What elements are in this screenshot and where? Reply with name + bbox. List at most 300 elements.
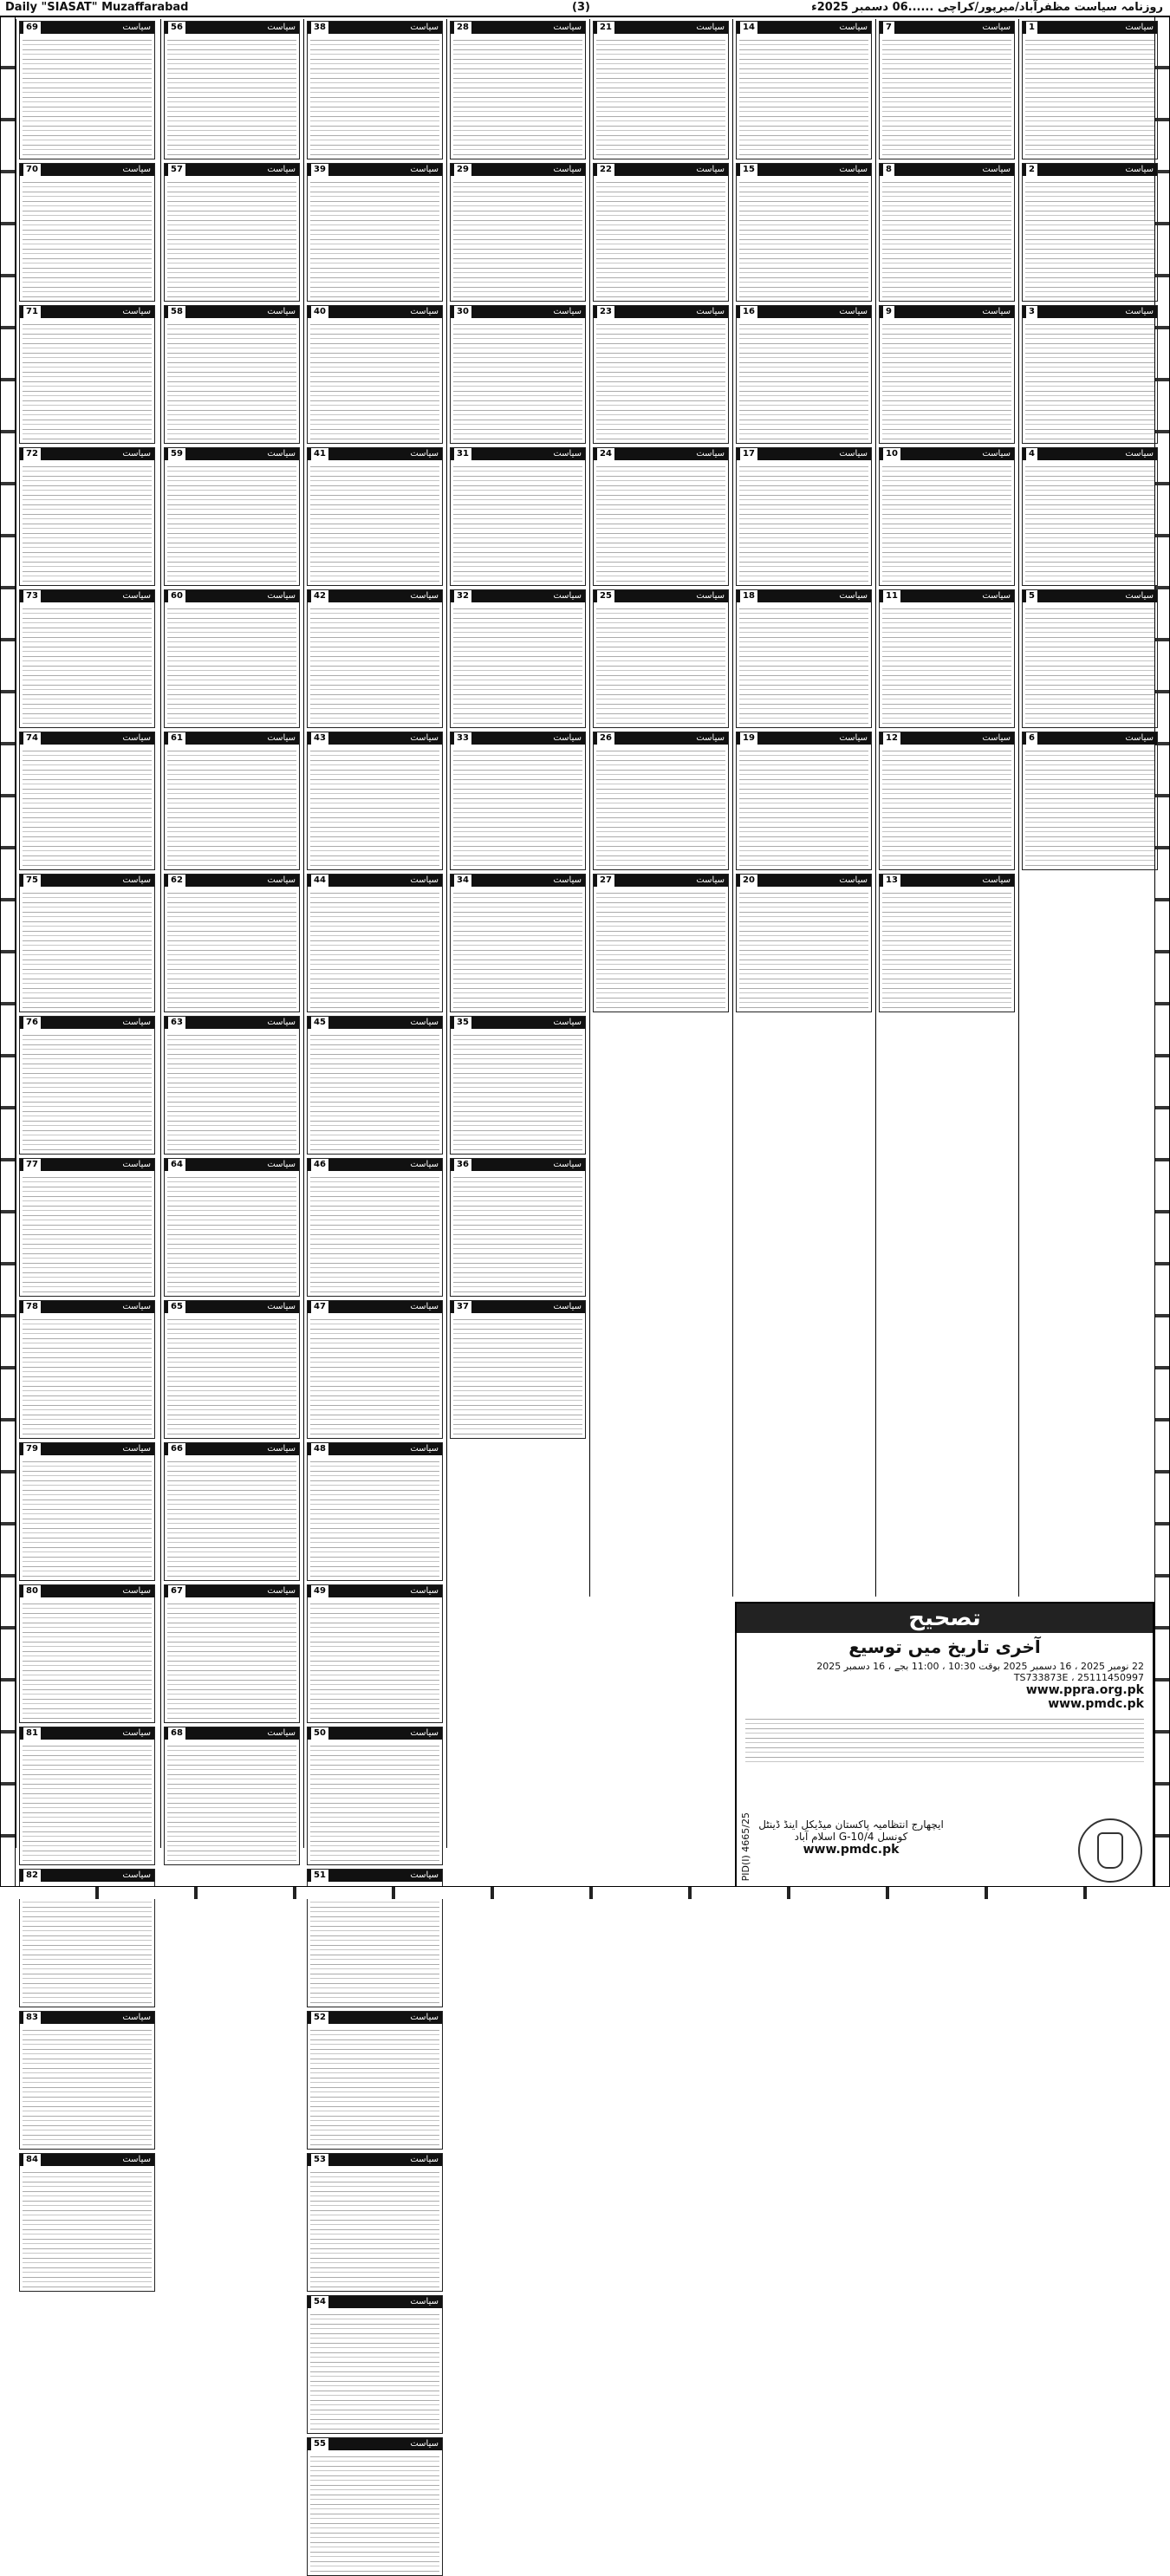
notice-label: سیاست bbox=[839, 307, 868, 316]
notice-body bbox=[20, 318, 154, 443]
notice-number: 37 bbox=[454, 1301, 471, 1313]
notice-label: سیاست bbox=[839, 449, 868, 459]
notice-header bbox=[308, 448, 442, 460]
notice-body bbox=[165, 318, 299, 443]
notice-header bbox=[880, 164, 1014, 176]
notice-number: 77 bbox=[23, 1159, 41, 1171]
column-2 bbox=[160, 19, 302, 1848]
notice-text-lines bbox=[23, 1173, 152, 1294]
notice bbox=[450, 447, 586, 586]
notice bbox=[19, 305, 155, 444]
notice-header bbox=[20, 590, 154, 602]
notice-number: 5 bbox=[1026, 590, 1037, 602]
notice bbox=[164, 163, 300, 302]
notice-body bbox=[165, 745, 299, 869]
notice-header bbox=[20, 164, 154, 176]
notice bbox=[593, 447, 729, 586]
notice-body bbox=[308, 318, 442, 443]
notice-body bbox=[165, 1455, 299, 1580]
notice bbox=[164, 1158, 300, 1297]
notice bbox=[307, 1158, 443, 1297]
notice-label: سیاست bbox=[267, 733, 296, 743]
notice-text-lines bbox=[167, 1741, 296, 1863]
notice-header bbox=[165, 1727, 299, 1740]
notice-number: 23 bbox=[597, 306, 614, 318]
notice-body bbox=[20, 887, 154, 1012]
notice-body bbox=[880, 887, 1014, 1012]
notice-header bbox=[1023, 164, 1157, 176]
notice-number: 83 bbox=[23, 2012, 41, 2024]
notice-text-lines bbox=[739, 888, 868, 1010]
notice bbox=[307, 21, 443, 159]
notice bbox=[879, 305, 1015, 444]
notice-text-lines bbox=[453, 462, 582, 583]
notice-label: سیاست bbox=[696, 591, 725, 601]
ad-url-pmdc[interactable]: www.pmdc.pk bbox=[1048, 1697, 1144, 1711]
notice-body bbox=[308, 887, 442, 1012]
notice-number: 26 bbox=[597, 732, 614, 745]
notice-body bbox=[451, 1029, 585, 1154]
notice-text-lines bbox=[310, 36, 439, 157]
notice bbox=[164, 874, 300, 1012]
notice-label: سیاست bbox=[410, 1728, 439, 1738]
notice bbox=[307, 447, 443, 586]
notice-header bbox=[308, 1870, 442, 1882]
notice-header bbox=[165, 590, 299, 602]
notice-header bbox=[308, 590, 442, 602]
notice-body bbox=[594, 460, 728, 585]
notice-body bbox=[451, 887, 585, 1012]
notice bbox=[450, 1158, 586, 1297]
notice-body bbox=[165, 1597, 299, 1722]
notice-text-lines bbox=[167, 178, 296, 299]
notice bbox=[736, 874, 872, 1012]
notice-text-lines bbox=[1025, 462, 1154, 583]
notice-header bbox=[165, 1017, 299, 1029]
notice-number: 22 bbox=[597, 164, 614, 176]
notice bbox=[1022, 21, 1158, 159]
notice-label: سیاست bbox=[122, 2155, 151, 2164]
notice-body bbox=[308, 1171, 442, 1296]
notice-number: 28 bbox=[454, 22, 471, 34]
column-5 bbox=[589, 19, 731, 1597]
notice bbox=[450, 305, 586, 444]
page-number: (3) bbox=[572, 1, 590, 14]
notice bbox=[307, 732, 443, 870]
notice-header bbox=[308, 1017, 442, 1029]
notice-label: سیاست bbox=[1125, 23, 1154, 32]
notice bbox=[307, 2153, 443, 2292]
notice-text-lines bbox=[310, 2026, 439, 2147]
notice-header bbox=[308, 875, 442, 887]
notice-number: 79 bbox=[23, 1443, 41, 1455]
notice-label: سیاست bbox=[410, 1160, 439, 1169]
notice bbox=[879, 732, 1015, 870]
notice-number: 41 bbox=[311, 448, 328, 460]
notice-label: سیاست bbox=[553, 449, 582, 459]
notice bbox=[164, 1442, 300, 1581]
notice-header bbox=[737, 22, 871, 34]
notice-number: 57 bbox=[168, 164, 185, 176]
notice bbox=[593, 163, 729, 302]
notice bbox=[593, 589, 729, 728]
notice bbox=[19, 1300, 155, 1439]
notice-label: سیاست bbox=[553, 165, 582, 174]
notice-number: 52 bbox=[311, 2012, 328, 2024]
notice-header bbox=[451, 875, 585, 887]
notice-label: سیاست bbox=[122, 165, 151, 174]
notice-header bbox=[594, 22, 728, 34]
notice-number: 30 bbox=[454, 306, 471, 318]
column-1 bbox=[16, 19, 158, 2164]
notice-label: سیاست bbox=[122, 1018, 151, 1027]
notice-body bbox=[20, 602, 154, 727]
notice-body bbox=[20, 1882, 154, 2007]
notice-label: سیاست bbox=[122, 875, 151, 885]
notice-number: 67 bbox=[168, 1585, 185, 1597]
notice-body bbox=[20, 176, 154, 301]
notice-body bbox=[165, 1171, 299, 1296]
notice bbox=[307, 874, 443, 1012]
notice-body bbox=[880, 460, 1014, 585]
notice-number: 20 bbox=[740, 875, 757, 887]
notice bbox=[164, 1300, 300, 1439]
notice-header bbox=[880, 448, 1014, 460]
notice-header bbox=[594, 875, 728, 887]
notice-text-lines bbox=[23, 1599, 152, 1721]
notice-header bbox=[308, 2438, 442, 2450]
notice-body bbox=[880, 176, 1014, 301]
notice-text-lines bbox=[453, 178, 582, 299]
notice-number: 6 bbox=[1026, 732, 1037, 745]
notice-number: 56 bbox=[168, 22, 185, 34]
notice-label: سیاست bbox=[410, 2297, 439, 2306]
notice-body bbox=[20, 745, 154, 869]
notice-header bbox=[594, 590, 728, 602]
notice-number: 55 bbox=[311, 2438, 328, 2450]
notice-number: 12 bbox=[883, 732, 900, 745]
notice-body bbox=[1023, 318, 1157, 443]
notice-body bbox=[737, 176, 871, 301]
notice-body bbox=[20, 2166, 154, 2291]
notice-body bbox=[594, 887, 728, 1012]
notice-body bbox=[308, 1740, 442, 1864]
ad-footer-text bbox=[747, 1818, 955, 1883]
notice-body bbox=[737, 460, 871, 585]
notice-number: 21 bbox=[597, 22, 614, 34]
notice-header bbox=[594, 164, 728, 176]
notice-body bbox=[165, 1029, 299, 1154]
notice-text-lines bbox=[596, 36, 725, 157]
masthead-right: روزنامہ سیاست مظفرآباد/میرپور/کراچی ......06 دسمبر 2025ء bbox=[811, 1, 1163, 14]
notice-number: 42 bbox=[311, 590, 328, 602]
notice-header bbox=[165, 1585, 299, 1597]
notice-text-lines bbox=[310, 1173, 439, 1294]
notice-text-lines bbox=[1025, 604, 1154, 725]
notice-header bbox=[451, 164, 585, 176]
notice-number: 70 bbox=[23, 164, 41, 176]
ad-url-ppra[interactable]: www.ppra.org.pk bbox=[1025, 1683, 1144, 1697]
notice bbox=[307, 1727, 443, 1865]
notice-number: 80 bbox=[23, 1585, 41, 1597]
notice-label: سیاست bbox=[122, 1444, 151, 1454]
notice-number: 65 bbox=[168, 1301, 185, 1313]
notice bbox=[1022, 163, 1158, 302]
notice-text-lines bbox=[310, 2310, 439, 2431]
notice-label: سیاست bbox=[1125, 307, 1154, 316]
notice-body bbox=[451, 460, 585, 585]
notice-header bbox=[165, 164, 299, 176]
notice-label: سیاست bbox=[410, 1018, 439, 1027]
notice-label: سیاست bbox=[410, 1444, 439, 1454]
notice-number: 45 bbox=[311, 1017, 328, 1029]
notice-body bbox=[737, 745, 871, 869]
notice bbox=[19, 21, 155, 159]
notice-body bbox=[451, 1171, 585, 1296]
notice-number: 11 bbox=[883, 590, 900, 602]
pid-code: PID(I) 4665/25 bbox=[740, 1812, 751, 1881]
notice-label: سیاست bbox=[122, 449, 151, 459]
notice bbox=[164, 1016, 300, 1155]
column-8 bbox=[1018, 19, 1160, 1597]
notice-number: 60 bbox=[168, 590, 185, 602]
notice-label: سیاست bbox=[267, 875, 296, 885]
correction-advertisement bbox=[735, 1602, 1154, 1891]
notice-text-lines bbox=[310, 1883, 439, 2005]
notice-text-lines bbox=[310, 1741, 439, 1863]
footer-strip bbox=[0, 1886, 1170, 1899]
notice-number: 81 bbox=[23, 1727, 41, 1740]
notice-label: سیاست bbox=[696, 449, 725, 459]
notice-body bbox=[165, 460, 299, 585]
notice-number: 33 bbox=[454, 732, 471, 745]
notice-header bbox=[737, 590, 871, 602]
notice-number: 36 bbox=[454, 1159, 471, 1171]
notice-number: 71 bbox=[23, 306, 41, 318]
notice-header bbox=[737, 875, 871, 887]
notice-text-lines bbox=[1025, 178, 1154, 299]
notice-number: 17 bbox=[740, 448, 757, 460]
notice-header bbox=[308, 2154, 442, 2166]
notice-text-lines bbox=[596, 178, 725, 299]
notice-label: سیاست bbox=[982, 733, 1011, 743]
notice-number: 15 bbox=[740, 164, 757, 176]
notice-header bbox=[594, 448, 728, 460]
notice-header bbox=[451, 448, 585, 460]
notice-number: 59 bbox=[168, 448, 185, 460]
notice-text-lines bbox=[882, 320, 1011, 441]
notice-label: سیاست bbox=[696, 875, 725, 885]
notice-header bbox=[737, 448, 871, 460]
notice-number: 50 bbox=[311, 1727, 328, 1740]
notice-text-lines bbox=[23, 1031, 152, 1152]
notice-number: 66 bbox=[168, 1443, 185, 1455]
notice-number: 24 bbox=[597, 448, 614, 460]
notice-header bbox=[594, 306, 728, 318]
notice-number: 62 bbox=[168, 875, 185, 887]
notice-label: سیاست bbox=[696, 307, 725, 316]
notice-header bbox=[20, 1443, 154, 1455]
notice bbox=[1022, 589, 1158, 728]
notice-number: 1 bbox=[1026, 22, 1037, 34]
notice-number: 7 bbox=[883, 22, 894, 34]
notice-text-lines bbox=[882, 746, 1011, 868]
notice-header bbox=[20, 1159, 154, 1171]
notice-header bbox=[308, 164, 442, 176]
notice-number: 43 bbox=[311, 732, 328, 745]
notice-label: سیاست bbox=[410, 733, 439, 743]
notice-number: 18 bbox=[740, 590, 757, 602]
notice-body bbox=[451, 318, 585, 443]
column-7 bbox=[875, 19, 1017, 1597]
notice-body bbox=[308, 2308, 442, 2433]
notice-header bbox=[165, 1443, 299, 1455]
notice bbox=[164, 305, 300, 444]
notice-number: 61 bbox=[168, 732, 185, 745]
ad-title: تصحیح bbox=[737, 1603, 1153, 1633]
notice-header bbox=[451, 1301, 585, 1313]
column-4 bbox=[446, 19, 588, 1848]
notice-label: سیاست bbox=[1125, 449, 1154, 459]
notice-body bbox=[20, 2024, 154, 2149]
notice-number: 3 bbox=[1026, 306, 1037, 318]
ad-dates: 22 نومبر 2025 ، 16 دسمبر 2025 بوقت 10:30 ، 11:00 بجے ، 16 دسمبر 2025 bbox=[816, 1661, 1144, 1672]
notice-header bbox=[308, 1301, 442, 1313]
notice-body bbox=[451, 176, 585, 301]
notice bbox=[450, 163, 586, 302]
notice-body bbox=[20, 1597, 154, 1722]
notice-header bbox=[451, 306, 585, 318]
notice-body bbox=[308, 1455, 442, 1580]
notice bbox=[19, 732, 155, 870]
notice bbox=[307, 1300, 443, 1439]
notice-header bbox=[880, 732, 1014, 745]
notice-label: سیاست bbox=[982, 449, 1011, 459]
notice-text-lines bbox=[596, 604, 725, 725]
notice-text-lines bbox=[23, 2168, 152, 2289]
notice-label: سیاست bbox=[410, 1302, 439, 1311]
notice-body bbox=[308, 745, 442, 869]
notice-header bbox=[451, 22, 585, 34]
notice-body bbox=[308, 34, 442, 159]
notice bbox=[736, 732, 872, 870]
notice-header bbox=[308, 2296, 442, 2308]
notice bbox=[164, 732, 300, 870]
notice-label: سیاست bbox=[122, 2013, 151, 2022]
notice-number: 75 bbox=[23, 875, 41, 887]
notice-body bbox=[451, 602, 585, 727]
notice bbox=[307, 2437, 443, 2576]
notice bbox=[19, 589, 155, 728]
notice-label: سیاست bbox=[410, 449, 439, 459]
notice-text-lines bbox=[453, 1315, 582, 1436]
notice-text-lines bbox=[167, 320, 296, 441]
notice-header bbox=[20, 1017, 154, 1029]
notice-number: 40 bbox=[311, 306, 328, 318]
notice-text-lines bbox=[167, 1031, 296, 1152]
notice-number: 38 bbox=[311, 22, 328, 34]
notice-body bbox=[737, 887, 871, 1012]
notice bbox=[164, 1584, 300, 1723]
notice-body bbox=[737, 34, 871, 159]
notice-text-lines bbox=[596, 320, 725, 441]
notice-header bbox=[451, 732, 585, 745]
notice-header bbox=[737, 306, 871, 318]
notice bbox=[19, 447, 155, 586]
notice bbox=[307, 163, 443, 302]
notice-number: 27 bbox=[597, 875, 614, 887]
notice-body bbox=[594, 602, 728, 727]
notice-text-lines bbox=[167, 462, 296, 583]
notice-text-lines bbox=[739, 746, 868, 868]
notice-header bbox=[308, 2012, 442, 2024]
notice-body bbox=[594, 318, 728, 443]
notice-text-lines bbox=[310, 462, 439, 583]
notice-text-lines bbox=[453, 1173, 582, 1294]
notice-number: 72 bbox=[23, 448, 41, 460]
notice-number: 19 bbox=[740, 732, 757, 745]
notice-number: 8 bbox=[883, 164, 894, 176]
notice-header bbox=[1023, 590, 1157, 602]
notice bbox=[879, 447, 1015, 586]
notice-body bbox=[308, 1597, 442, 1722]
notice bbox=[19, 2153, 155, 2292]
notice-number: 47 bbox=[311, 1301, 328, 1313]
notice-body bbox=[308, 1029, 442, 1154]
notice-label: سیاست bbox=[267, 1444, 296, 1454]
notice-text-lines bbox=[453, 36, 582, 157]
notice-text-lines bbox=[23, 36, 152, 157]
notice-header bbox=[308, 732, 442, 745]
ad-footer-url[interactable]: www.pmdc.pk bbox=[803, 1843, 900, 1857]
notice-number: 25 bbox=[597, 590, 614, 602]
notice-label: سیاست bbox=[410, 1870, 439, 1880]
notice-text-lines bbox=[739, 604, 868, 725]
notice-label: سیاست bbox=[267, 1728, 296, 1738]
notice-label: سیاست bbox=[122, 1302, 151, 1311]
notice-text-lines bbox=[23, 1883, 152, 2005]
notice-text-lines bbox=[167, 746, 296, 868]
notice bbox=[19, 1442, 155, 1581]
notice-body bbox=[308, 1313, 442, 1438]
notice-label: سیاست bbox=[267, 307, 296, 316]
notice-label: سیاست bbox=[267, 1302, 296, 1311]
notice-label: سیاست bbox=[553, 23, 582, 32]
notice-text-lines bbox=[310, 1457, 439, 1578]
ad-subtitle: آخری تاریخ میں توسیع bbox=[848, 1636, 1041, 1657]
notice-label: سیاست bbox=[696, 23, 725, 32]
notice-body bbox=[1023, 460, 1157, 585]
notice-header bbox=[308, 1727, 442, 1740]
notice-header bbox=[451, 1017, 585, 1029]
notice-label: سیاست bbox=[839, 165, 868, 174]
notice-body bbox=[308, 2166, 442, 2291]
column-3 bbox=[303, 19, 445, 2449]
notice-label: سیاست bbox=[982, 591, 1011, 601]
notice-text-lines bbox=[23, 462, 152, 583]
notice-label: سیاست bbox=[122, 1728, 151, 1738]
notice bbox=[736, 447, 872, 586]
notice-label: سیاست bbox=[122, 23, 151, 32]
notice bbox=[164, 1727, 300, 1865]
notice-text-lines bbox=[167, 1315, 296, 1436]
pmdc-logo-icon bbox=[1078, 1818, 1142, 1883]
notice-header bbox=[451, 1159, 585, 1171]
notice bbox=[307, 1584, 443, 1723]
notice-number: 29 bbox=[454, 164, 471, 176]
notice-text-lines bbox=[310, 888, 439, 1010]
notice-text-lines bbox=[167, 1457, 296, 1578]
